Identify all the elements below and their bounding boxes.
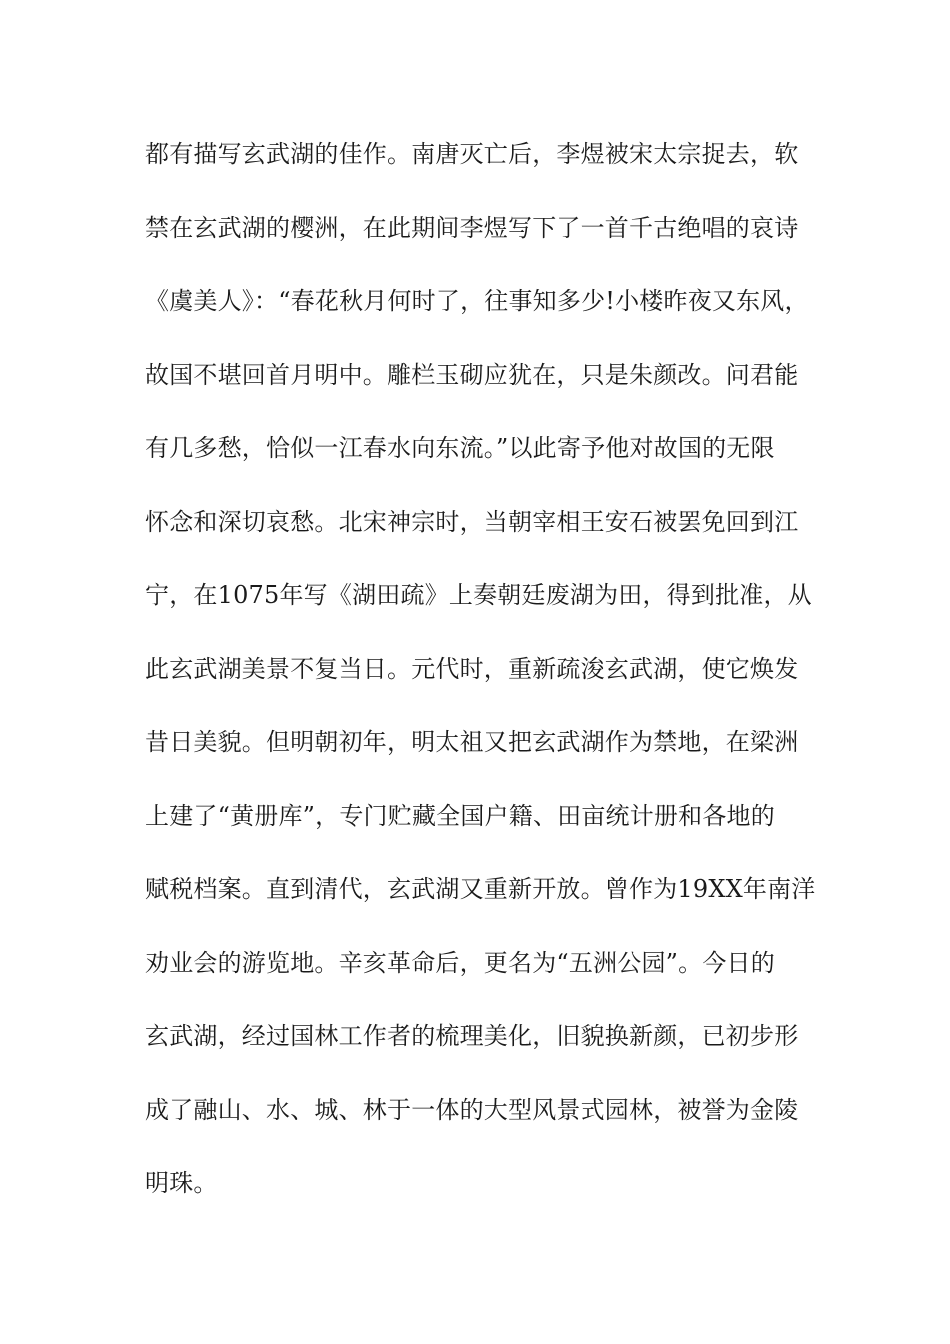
text-line: 有几多愁，恰似一江春水向东流。”以此寄予他对故国的无限 xyxy=(145,434,775,462)
text-line: 明珠。 xyxy=(145,1169,218,1197)
text-line: 此玄武湖美景不复当日。元代时，重新疏浚玄武湖，使它焕发 xyxy=(145,654,799,683)
text-line: 怀念和深切哀愁。北宋神宗时，当朝宰相王安石被罢免回到江 xyxy=(145,507,799,536)
text-line: 玄武湖，经过国林工作者的梳理美化，旧貌换新颜，已初步形 xyxy=(145,1022,799,1050)
text-line: 故国不堪回首月明中。雕栏玉砌应犹在，只是朱颜改。问君能 xyxy=(145,360,799,389)
text-line: 昔日美貌。但明朝初年，明太祖又把玄武湖作为禁地，在梁洲 xyxy=(145,728,799,756)
text-line: 劝业会的游览地。辛亥革命后，更名为“五洲公园”。今日的 xyxy=(145,948,775,977)
text-line: 禁在玄武湖的樱洲，在此期间李煜写下了一首千古绝唱的哀诗 xyxy=(145,213,799,242)
text-line: 都有描写玄武湖的佳作。南唐灭亡后，李煜被宋太宗捉去，软 xyxy=(145,140,799,168)
text-line: 成了融山、水、城、林于一体的大型风景式园林，被誉为金陵 xyxy=(145,1095,799,1124)
text-line: 《虞美人》：“春花秋月何时了，往事知多少!小楼昨夜又东风， xyxy=(145,287,809,315)
text-line: 赋税档案。直到清代，玄武湖又重新开放。曾作为19XX年南洋 xyxy=(145,875,816,903)
text-line: 上建了“黄册库”，专门贮藏全国户籍、田亩统计册和各地的 xyxy=(145,801,775,830)
body-paragraph xyxy=(145,128,825,1231)
text-line: 宁，在1075年写《湖田疏》上奏朝廷废湖为田，得到批准，从 xyxy=(145,581,812,609)
